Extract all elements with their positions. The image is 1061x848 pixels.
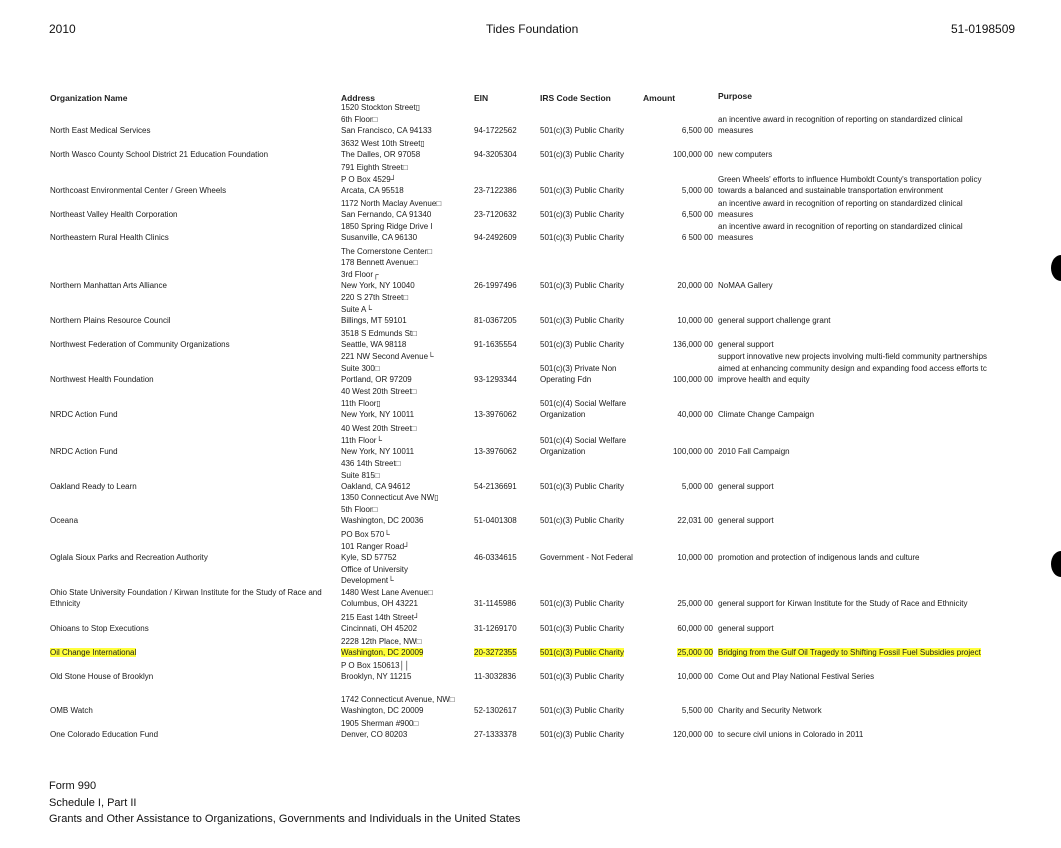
grant-amount-text: 100,000 00 [672, 150, 713, 160]
org-ein-text: 20-3272355 [474, 648, 517, 658]
grant-purpose-line: general support [718, 482, 774, 492]
org-ein [474, 185, 517, 197]
grant-purpose-line: NoMAA Gallery [718, 281, 773, 291]
org-name: Ohioans to Stop Executions [50, 624, 149, 634]
org-ein-text: 13-3976062 [474, 447, 517, 457]
irs-code-section [540, 280, 624, 292]
org-name: Oakland Ready to Learn [50, 482, 137, 492]
org-name: OMB Watch [50, 706, 93, 716]
irs-code-section-line: 501(c)(3) Public Charity [540, 186, 625, 196]
org-address-line: Suite A└ [341, 304, 373, 314]
grant-purpose [718, 515, 1008, 527]
tax-year: 2010 [49, 22, 76, 36]
grant-amount-text: 25,000 00 [677, 599, 713, 609]
grant-purpose [718, 481, 1008, 493]
grant-purpose-line: Climate Change Campaign [718, 410, 815, 420]
org-address-line: 101 Ranger Road┘ [341, 541, 410, 551]
col-header-ein: EIN [474, 93, 489, 103]
binder-hole-mark [1051, 551, 1061, 577]
org-name: Northcoast Environmental Center / Green Wheels [50, 186, 227, 196]
irs-code-section [540, 232, 624, 244]
grant-amount-text: 5,000 00 [681, 482, 713, 492]
org-address-line: Portland, OR 97209 [341, 375, 412, 385]
org-address-line: 3518 S Edmunds St□ [341, 328, 417, 338]
grant-purpose-line: Charity and Security Network [718, 706, 822, 716]
grant-purpose-line: new computers [718, 150, 773, 160]
org-ein [474, 315, 517, 327]
org-address-line: 1850 Spring Ridge Drive I [341, 221, 433, 231]
irs-code-section-line: Government - Not Federal [540, 553, 633, 563]
grant-purpose-line: to secure civil unions in Colorado in 2011 [718, 730, 864, 740]
org-name: Northeast Valley Health Corporation [50, 210, 178, 220]
irs-code-section [540, 671, 624, 683]
grant-amount-text: 60,000 00 [677, 624, 713, 634]
grant-purpose [718, 598, 1008, 610]
grant-purpose [718, 351, 1008, 386]
irs-code-section [540, 125, 624, 137]
grant-amount-text: 10,000 00 [677, 553, 713, 563]
org-name: Northern Manhattan Arts Alliance [50, 281, 167, 291]
grant-amount-text: 100,000 00 [672, 375, 713, 385]
org-address-line: Washington, DC 20009 [341, 706, 424, 716]
irs-code-section [540, 398, 626, 421]
org-name: NRDC Action Fund [50, 410, 118, 420]
org-address-line: Cincinnati, OH 45202 [341, 624, 418, 634]
grant-purpose [718, 552, 1008, 564]
grant-amount [642, 339, 713, 351]
grant-amount-text: 10,000 00 [677, 672, 713, 682]
irs-code-section [540, 552, 633, 564]
irs-code-section-line: 501(c)(3) Public Charity [540, 706, 625, 716]
grant-purpose-line: general support for Kirwan Institute for the Study of Race and Ethnicity [718, 599, 968, 609]
grant-amount [642, 446, 713, 458]
grant-amount [642, 232, 713, 244]
org-ein-text: 27-1333378 [474, 730, 517, 740]
org-address-line: 1172 North Maclay Avenue□ [341, 198, 442, 208]
org-ein [474, 729, 517, 741]
org-ein-text: 54-2136691 [474, 482, 517, 492]
foundation-name: Tides Foundation [486, 22, 579, 36]
col-header-address: Address [341, 93, 376, 103]
org-address [341, 138, 471, 161]
org-ein-text: 23-7122386 [474, 186, 517, 196]
org-name [50, 647, 335, 659]
org-address [341, 564, 471, 610]
org-address [341, 221, 471, 244]
grant-purpose-line: support innovative new projects involving multi-field community partnerships [718, 352, 988, 362]
grant-purpose-line: towards a balanced and sustainable transportation environment [718, 186, 944, 196]
irs-code-section [540, 481, 624, 493]
org-address-line: PO Box 570└ [341, 530, 390, 540]
org-name: Northern Plains Resource Council [50, 316, 171, 326]
org-address-line: New York, NY 10040 [341, 281, 415, 291]
grant-purpose [718, 174, 1008, 197]
grant-purpose-line: measures [718, 233, 754, 243]
org-address-line: 221 NW Second Avenue└ [341, 352, 434, 362]
org-ein [474, 232, 517, 244]
irs-code-section-line: 501(c)(3) Public Charity [540, 126, 625, 136]
irs-code-section [540, 209, 624, 221]
irs-code-section-line: Organization [540, 447, 586, 457]
org-ein-text: 94-2492609 [474, 233, 517, 243]
grant-purpose-line: measures [718, 210, 754, 220]
irs-code-section [540, 515, 624, 527]
irs-code-section-line: 501(c)(3) Public Charity [540, 210, 625, 220]
grant-amount-text: 20,000 00 [677, 281, 713, 291]
grant-purpose-line: aimed at enhancing community design and expanding food access efforts tc [718, 363, 987, 373]
grant-amount-text: 22,031 00 [677, 516, 713, 526]
grant-purpose [718, 729, 1008, 741]
irs-code-section [540, 149, 624, 161]
org-ein [474, 515, 517, 527]
grant-purpose-line: Green Wheels' efforts to influence Humboldt County's transportation policy [718, 174, 982, 184]
grant-amount-text: 100,000 00 [672, 447, 713, 457]
schedule-part: Schedule I, Part II [49, 797, 137, 809]
org-name: Northwest Health Foundation [50, 375, 154, 385]
org-address-line: Suite 815□ [341, 470, 380, 480]
grant-purpose [718, 446, 1008, 458]
org-address [341, 458, 471, 493]
grant-amount [642, 280, 713, 292]
grant-purpose-line: Bridging from the Gulf Oil Tragedy to Shifting Fossil Fuel Subsidies project [718, 648, 981, 658]
org-name: Old Stone House of Brooklyn [50, 672, 154, 682]
org-address-line: Development└ [341, 576, 394, 586]
org-address-line: Office of University [341, 564, 408, 574]
org-ein-text: 52-1302617 [474, 706, 517, 716]
org-ein [474, 209, 517, 221]
org-address [341, 162, 471, 197]
irs-code-section [540, 623, 624, 635]
org-address-line: 11th Floor└ [341, 435, 383, 445]
org-address-line: Billings, MT 59101 [341, 316, 407, 326]
org-ein [474, 598, 516, 610]
grant-amount-text: 5,500 00 [681, 706, 713, 716]
grant-amount [642, 705, 713, 717]
org-name: North Wasco County School District 21 Education Foundation [50, 150, 269, 160]
org-name: Northwest Federation of Community Organizations [50, 340, 230, 350]
irs-code-section-line: 501(c)(3) Private Non [540, 363, 617, 373]
grant-purpose [718, 671, 1008, 683]
org-name: Oceana [50, 516, 79, 526]
org-address-line: The Cornerstone Center□ [341, 246, 433, 256]
irs-code-section [540, 598, 624, 610]
grant-purpose-line: an incentive award in recognition of reporting on standardized clinical [718, 114, 963, 124]
org-ein [474, 339, 517, 351]
grant-amount [642, 515, 713, 527]
org-address-line: 791 Eighth Street□ [341, 163, 408, 173]
org-address-line: P O Box 150613││ [341, 660, 410, 670]
irs-code-section [540, 363, 616, 386]
grant-amount-text: 6,500 00 [681, 210, 713, 220]
org-name: Oglala Sioux Parks and Recreation Authority [50, 553, 208, 563]
org-address-line: The Dalles, OR 97058 [341, 150, 421, 160]
org-ein [474, 446, 517, 458]
org-ein [474, 125, 517, 137]
irs-code-section-line: 501(c)(3) Public Charity [540, 281, 625, 291]
org-address-line: 1480 West Lane Avenue□ [341, 587, 433, 597]
org-ein [474, 409, 517, 421]
irs-code-section-line: 501(c)(3) Public Charity [540, 340, 625, 350]
org-ein [474, 552, 517, 564]
org-address-line: Denver, CO 80203 [341, 730, 408, 740]
grant-amount-text: 6,500 00 [681, 126, 713, 136]
org-address-line: Suite 300□ [341, 363, 380, 373]
grant-amount [642, 647, 713, 659]
org-ein-text: 91-1635554 [474, 340, 517, 350]
org-address-line: 2228 12th Place, NW□ [341, 636, 422, 646]
irs-code-section-line: 501(c)(3) Public Charity [540, 150, 625, 160]
org-address [341, 492, 471, 527]
org-address-line: Arcata, CA 95518 [341, 186, 404, 196]
grant-amount [642, 315, 713, 327]
grant-purpose [718, 339, 1008, 351]
irs-code-section-line: 501(c)(3) Public Charity [540, 482, 625, 492]
grant-purpose [718, 705, 1008, 717]
org-ein-text: 13-3976062 [474, 410, 517, 420]
org-ein-text: 46-0334615 [474, 553, 517, 563]
org-ein-text: 81-0367205 [474, 316, 517, 326]
org-address-line: 436 14th Street□ [341, 459, 401, 469]
grant-purpose [718, 114, 1008, 137]
org-address [341, 660, 471, 683]
grant-amount [642, 598, 713, 610]
org-name: North East Medical Services [50, 126, 151, 136]
org-address-line: San Fernando, CA 91340 [341, 210, 432, 220]
org-address-line: 220 S 27th Street□ [341, 293, 409, 303]
org-address [341, 102, 471, 137]
grant-amount-text: 120,000 00 [672, 730, 713, 740]
grant-purpose-line: promotion and protection of indigenous lands and culture [718, 553, 920, 563]
grant-amount-text: 6 500 00 [681, 233, 713, 243]
org-address-line: Brooklyn, NY 11215 [341, 672, 412, 682]
org-address [341, 636, 471, 659]
org-name: Northeastern Rural Health Clinics [50, 233, 169, 243]
schedule-title: Grants and Other Assistance to Organizations, Governments and Individuals in the United States [49, 813, 521, 825]
org-ein [474, 374, 517, 386]
form-number: Form 990 [49, 780, 97, 792]
org-ein-text: 93-1293344 [474, 375, 517, 385]
grant-purpose-line: an incentive award in recognition of reporting on standardized clinical [718, 221, 963, 231]
irs-code-section [540, 705, 624, 717]
grant-amount [642, 671, 713, 683]
org-address-line: New York, NY 10011 [341, 447, 415, 457]
grant-amount-text: 25,000 00 [677, 648, 713, 658]
grant-purpose-line: measures [718, 126, 754, 136]
grant-purpose [718, 149, 1008, 161]
org-ein [474, 705, 517, 717]
org-address-line: 5th Floor□ [341, 504, 378, 514]
grant-amount [642, 374, 713, 386]
org-ein [474, 647, 517, 659]
org-address-line: Washington, DC 20036 [341, 516, 424, 526]
grant-amount-text: 10,000 00 [677, 316, 713, 326]
org-address [341, 198, 471, 221]
grant-purpose [718, 315, 1008, 327]
grant-purpose-line: general support [718, 516, 774, 526]
grant-purpose-line: general support [718, 340, 774, 350]
org-address-line: 40 West 20th Street□ [341, 424, 417, 434]
col-header-name: Organization Name [50, 93, 128, 103]
grant-purpose [718, 280, 1008, 292]
org-address-line: 1905 Sherman #900□ [341, 718, 419, 728]
irs-code-section-line: 501(c)(4) Social Welfare [540, 435, 627, 445]
org-address-line: 215 East 14th Street┘ [341, 612, 420, 622]
org-ein-text: 23-7120632 [474, 210, 517, 220]
grant-amount [642, 481, 713, 493]
org-ein [474, 280, 517, 292]
org-address-line: Susanville, CA 96130 [341, 233, 418, 243]
irs-code-section-line: 501(c)(3) Public Charity [540, 516, 625, 526]
irs-code-section-line: 501(c)(3) Public Charity [540, 730, 625, 740]
org-address [341, 351, 471, 386]
org-ein [474, 623, 517, 635]
irs-code-section [540, 315, 624, 327]
irs-code-section-line: 501(c)(4) Social Welfare [540, 398, 627, 408]
col-header-amount: Amount [643, 93, 676, 103]
irs-code-section-line: 501(c)(3) Public Charity [540, 233, 625, 243]
grant-purpose-line: an incentive award in recognition of reporting on standardized clinical [718, 198, 963, 208]
irs-code-section-line: 501(c)(3) Public Charity [540, 624, 625, 634]
grant-amount [642, 149, 713, 161]
org-address-line: 6th Floor□ [341, 114, 378, 124]
grant-purpose-line: general support [718, 624, 774, 634]
org-address [341, 612, 471, 635]
col-header-purpose: Purpose [718, 91, 753, 101]
col-header-irs: IRS Code Section [540, 93, 611, 103]
grant-purpose [718, 623, 1008, 635]
org-address [341, 423, 471, 458]
irs-code-section-line: Organization [540, 410, 586, 420]
grant-amount [642, 409, 713, 421]
grant-purpose [718, 198, 1008, 221]
org-ein-text: 26-1997496 [474, 281, 517, 291]
org-address-line: Seattle, WA 98118 [341, 340, 407, 350]
irs-code-section [540, 647, 624, 659]
org-address-line: 3632 West 10th Street▯ [341, 138, 425, 148]
irs-code-section-line: 501(c)(3) Public Charity [540, 648, 625, 658]
irs-code-section-line: 501(c)(3) Public Charity [540, 672, 625, 682]
grant-amount [642, 209, 713, 221]
org-address-line: 178 Bennett Avenue□ [341, 258, 418, 268]
irs-code-section-line: 501(c)(3) Public Charity [540, 316, 625, 326]
grant-purpose [718, 409, 1008, 421]
org-ein [474, 481, 517, 493]
org-ein [474, 671, 516, 683]
irs-code-section-line: 501(c)(3) Public Charity [540, 599, 625, 609]
grant-purpose-line: improve health and equity [718, 375, 810, 385]
org-ein-text: 31-1145986 [474, 599, 517, 609]
org-name: One Colorado Education Fund [50, 730, 159, 740]
irs-code-section [540, 339, 624, 351]
grant-amount [642, 125, 713, 137]
irs-code-section-line: Operating Fdn [540, 375, 592, 385]
org-ein-text: 31-1269170 [474, 624, 517, 634]
grant-amount [642, 185, 713, 197]
org-address-line: 11th Floor▯ [341, 398, 381, 408]
org-address [341, 292, 471, 327]
org-ein-text: 94-3205304 [474, 150, 517, 160]
org-address-line: 1350 Connecticut Ave NW▯ [341, 493, 439, 503]
grant-amount-text: 40,000 00 [677, 410, 713, 420]
org-address [341, 328, 471, 351]
grant-amount [642, 729, 713, 741]
grant-amount [642, 623, 713, 635]
org-address-line: P O Box 4529┘ [341, 174, 397, 184]
foundation-ein: 51-0198509 [951, 22, 1016, 36]
org-ein-text: 94-1722562 [474, 126, 517, 136]
org-address [341, 718, 471, 741]
irs-code-section [540, 435, 626, 458]
org-address-line: 1520 Stockton Street▯ [341, 103, 421, 113]
org-address [341, 529, 471, 564]
org-address-line: 40 West 20th Street□ [341, 387, 417, 397]
org-address-line: Washington, DC 20009 [341, 648, 424, 658]
grant-amount-text: 136,000 00 [672, 340, 713, 350]
grant-amount-text: 5,000 00 [681, 186, 713, 196]
grant-purpose-line: general support challenge grant [718, 316, 831, 326]
grant-purpose-line: 2010 Fall Campaign [718, 447, 790, 457]
org-ein-text: 11-3032836 [474, 672, 517, 682]
org-address-line: 3rd Floor┌ [341, 269, 379, 279]
org-address-line: Kyle, SD 57752 [341, 553, 397, 563]
grant-purpose-line: Come Out and Play National Festival Series [718, 672, 875, 682]
grant-purpose [718, 221, 1008, 244]
org-address-line: 1742 Connecticut Avenue, NW□ [341, 694, 455, 704]
org-name: NRDC Action Fund [50, 447, 118, 457]
org-ein-text: 51-0401308 [474, 516, 517, 526]
org-ein [474, 149, 517, 161]
grant-purpose [718, 647, 1008, 659]
org-address-line: Columbus, OH 43221 [341, 599, 418, 609]
org-address-line: New York, NY 10011 [341, 410, 415, 420]
org-name-text: Oil Change International [50, 648, 137, 658]
org-address [341, 246, 471, 292]
org-address-line: San Francisco, CA 94133 [341, 126, 432, 136]
org-address [341, 386, 471, 421]
org-name: Ohio State University Foundation / Kirwan Institute for the Study of Race and Ethnicity [50, 587, 322, 609]
org-address-line: Oakland, CA 94612 [341, 482, 411, 492]
grant-amount [642, 552, 713, 564]
org-address [341, 694, 471, 717]
irs-code-section [540, 729, 624, 741]
irs-code-section [540, 185, 624, 197]
binder-hole-mark [1051, 255, 1061, 281]
